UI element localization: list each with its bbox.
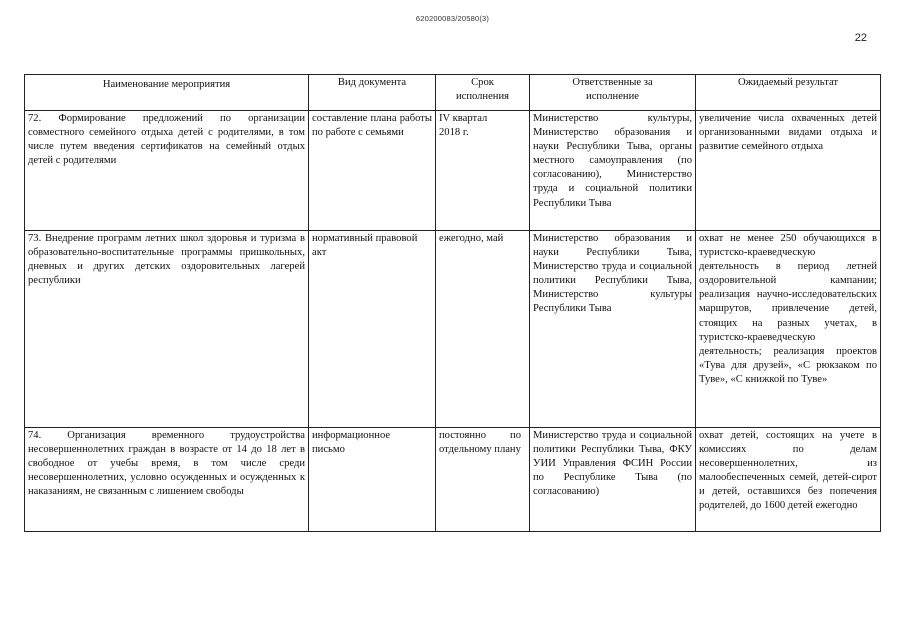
cell-activity: 72. Формирование предложений по организации совместного семейного отдыха детей с родителями, в том числе путем введения сертификатов на семейный отдых детей с родителями <box>25 111 309 231</box>
table-row <box>25 111 881 231</box>
cell-activity: 74. Организация временного трудоустройства несовершеннолетних граждан в возрасте от 14 до 18 лет в свободное от учебы время, в том числе среди несовершеннолетних, условно осужденных и осужденных к наказаниям, не связанным с лишением свободы <box>25 428 309 532</box>
table-row <box>25 428 881 532</box>
cell-doc-type: информационное письмо <box>309 428 436 532</box>
cell-activity: 73. Внедрение программ летних школ здоровья и туризма в образовательно-воспитательные программы пришкольных, дневных и других детских оздоровительных лагерей республики <box>25 231 309 428</box>
cell-result: охват детей, состоящих на учете в комиссиях по делам несовершеннолетних, из малообеспеченных семей, детей-сирот и детей, оставшихся без попечения родителей, до 1600 детей ежегодно <box>696 428 881 532</box>
cell-responsible: Министерство культуры, Министерство образования и науки Республики Тыва, органы местного самоуправления (по согласованию), Министерство труда и социальной политики Республики Тыва <box>530 111 696 231</box>
col-header-activity: Наименование мероприятия <box>25 75 309 111</box>
document-id: 620200083/20580(3) <box>415 14 490 23</box>
cell-result: увеличение числа охваченных детей организованными видами отдыха и развитие семейного отдыха <box>696 111 881 231</box>
cell-responsible: Министерство труда и социальной политики Республики Тыва, ФКУ УИИ Управления ФСИН России по Республике Тыва (по согласованию) <box>530 428 696 532</box>
col-header-result: Ожидаемый результат <box>696 75 881 111</box>
cell-deadline: IV квартал 2018 г. <box>436 111 530 231</box>
cell-deadline: постоянно по отдельному плану <box>436 428 530 532</box>
cell-responsible: Министерство образования и науки Республики Тыва, Министерство труда и социальной политики Республики Тыва, Министерство культуры Республики Тыва <box>530 231 696 428</box>
table-header-row <box>25 75 881 111</box>
col-header-doc-type: Вид документа <box>309 75 436 111</box>
col-header-responsible: Ответственные за исполнение <box>530 75 696 111</box>
cell-deadline: ежегодно, май <box>436 231 530 428</box>
col-header-deadline: Срок исполнения <box>436 75 530 111</box>
cell-doc-type: составление плана работы по работе с семьями <box>309 111 436 231</box>
page-number: 22 <box>854 32 867 44</box>
cell-result: охват не менее 250 обучающихся в туристско-краеведческую деятельность в период летней оздоровительной кампании; реализация научно-исследовательских маршрутов, привлечение детей, стоящих на разных учетах, в туристско-краеведческую деятельность; реализация проектов «Тува для друзей», «С рюкзаком по Туве», «С книжкой по Туве» <box>696 231 881 428</box>
measures-table <box>24 74 881 532</box>
table-row <box>25 231 881 428</box>
cell-doc-type: нормативный правовой акт <box>309 231 436 428</box>
